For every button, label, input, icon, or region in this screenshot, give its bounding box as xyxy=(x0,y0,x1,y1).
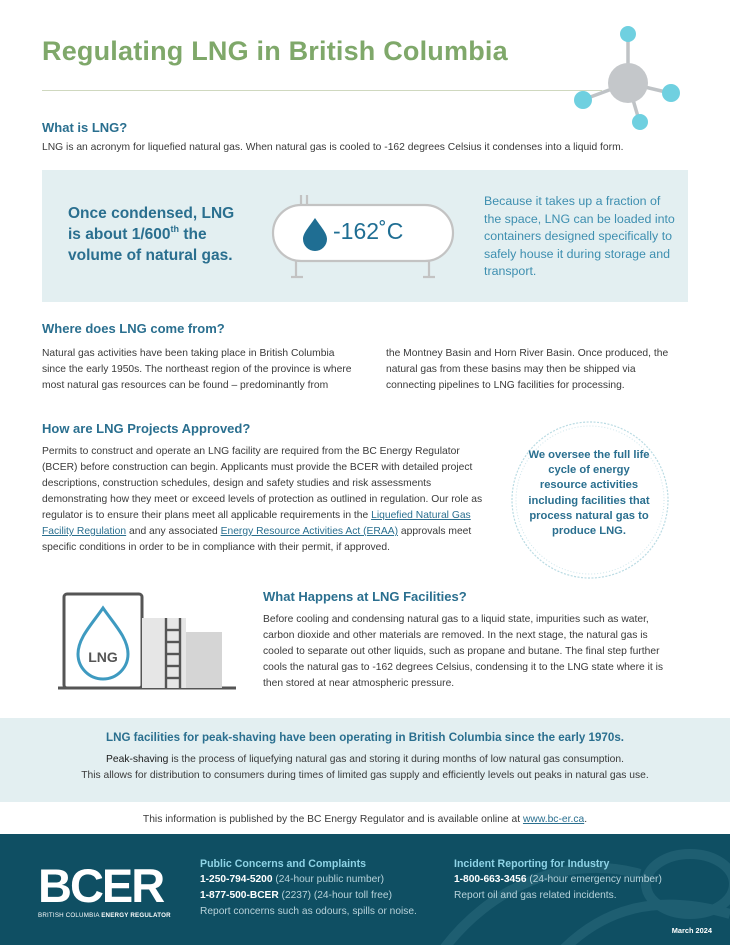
molecule-icon xyxy=(565,22,690,137)
lng-facility-icon xyxy=(48,580,238,696)
approved-text-part-b: and any associated xyxy=(126,526,221,537)
public-phone-1-note: (24-hour public number) xyxy=(272,874,385,885)
bcer-logo-subtitle xyxy=(38,912,171,919)
published-text: This information is published by the BC Energy Regulator and is available online at xyxy=(142,814,523,825)
where-from-col2: the Montney Basin and Horn River Basin. Once produced, the natural gas from these basins may then be shipped via connecting pipelines to LNG facilities for processing. xyxy=(386,348,669,391)
peak-shaving-heading: LNG facilities for peak-shaving have been operating in British Columbia since the early 1970s. xyxy=(105,731,624,744)
incident-line-1 xyxy=(454,872,694,888)
peak-shaving-line-2: This allows for distribution to consumers during times of limited gas supply and efficiently levels out peaks in natural gas use. xyxy=(81,770,649,781)
volume-line-2-pre: is about xyxy=(68,226,132,243)
public-phone-2[interactable]: 1-877-500-BCER xyxy=(200,890,279,901)
volume-statement xyxy=(68,203,253,266)
volume-line-2 xyxy=(68,224,253,245)
footer xyxy=(0,834,730,945)
fraction-statement: Because it takes up a fraction of the space, LNG can be loaded into containers designed specifically to safely house it during storage and transport. xyxy=(484,194,675,279)
incident-reporting-block xyxy=(454,858,694,904)
oversight-badge-text: We oversee the full life cycle of energy resource activities including facilities that process natural gas to produce LNG. xyxy=(528,449,650,538)
incident-note: Report oil and gas related incidents. xyxy=(454,890,617,901)
what-is-lng-heading: What is LNG? xyxy=(42,120,128,135)
public-concerns-line-2 xyxy=(200,888,450,904)
incident-phone-note: (24-hour emergency number) xyxy=(526,874,662,885)
lng-icon-label: LNG xyxy=(88,649,118,665)
public-phone-1[interactable]: 1-250-794-5200 xyxy=(200,874,273,885)
volume-fraction: 1/600 xyxy=(131,226,171,243)
public-concerns-block xyxy=(200,858,450,920)
peak-shaving-line-1-rest: is the process of liquefying natural gas and storing it during months of low natural gas consumption. xyxy=(168,754,624,765)
public-concerns-line-1 xyxy=(200,872,450,888)
approved-text-part-c: approvals meet specific conditions in order to be in compliance with their permit, if approved. xyxy=(42,526,472,553)
what-is-lng-text: LNG is an acronym for liquefied natural gas. When natural gas is cooled to -162 degrees Celsius it condenses into a liquid form. xyxy=(42,142,624,153)
peak-shaving-text xyxy=(0,752,730,784)
publication-date: March 2024 xyxy=(671,926,712,935)
public-concerns-note: Report concerns such as odours, spills or noise. xyxy=(200,906,417,917)
approved-heading: How are LNG Projects Approved? xyxy=(42,421,251,436)
volume-line-1: Once condensed, LNG xyxy=(68,205,235,222)
peak-shaving-term: Peak-shaving xyxy=(106,754,169,765)
approved-text xyxy=(42,444,492,556)
approved-text-part-a: Permits to construct and operate an LNG facility are required from the BC Energy Regulator (BCER) before construction can begin. Applicants must provide the BCER with detailed project descriptions, construction schedules, design and safety studies and risk assessments demonstrating how they meet or exceed levels of protection as outlined in regulation. Our role as regulator is to ensure their plans meet all applicable requirements in the xyxy=(42,446,483,521)
volume-fraction-sup: th xyxy=(170,224,180,234)
page-title: Regulating LNG in British Columbia xyxy=(42,36,508,66)
where-from-col1: Natural gas activities have been taking place in British Columbia since the early 1950s. The northeast region of the province is where most natural gas resources can be found – predominantly from xyxy=(42,348,352,391)
facilities-text: Before cooling and condensing natural gas to a liquid state, impurities such as water, carbon dioxide and other materials are removed. In the next stage, the natural gas is cooled to separate out other liquids, such as propane and butane. The final step further cools the natural gas to -162 degrees Celsius, condensing it to the LNG state where it is then stored at near atmospheric pressure. xyxy=(263,614,664,689)
incident-phone[interactable]: 1-800-663-3456 xyxy=(454,874,527,885)
bcer-logo-sub-a: BRITISH COLUMBIA xyxy=(38,912,102,919)
volume-line-2-post: the xyxy=(179,226,207,243)
temperature-value: -162˚C xyxy=(333,218,404,244)
bcer-website-link[interactable]: www.bc-er.ca xyxy=(522,814,585,825)
bcer-logo-sub-b: ENERGY REGULATOR xyxy=(101,912,171,919)
where-from-heading: Where does LNG come from? xyxy=(42,321,225,336)
eraa-link[interactable]: Energy Resource Activities Act (ERAA) xyxy=(220,526,398,537)
published-end: . xyxy=(584,814,588,825)
title-divider xyxy=(42,90,602,91)
incident-reporting-heading: Incident Reporting for Industry xyxy=(454,858,610,870)
public-concerns-heading: Public Concerns and Complaints xyxy=(200,858,366,870)
bcer-logo-text: BCER xyxy=(38,859,164,912)
public-phone-2-note: (2237) (24-hour toll free) xyxy=(278,890,392,901)
lng-facility-regulation-link[interactable]: Liquefied Natural Gas Facility Regulation xyxy=(42,510,471,537)
published-note xyxy=(0,814,730,825)
bcer-logo xyxy=(38,859,171,919)
peak-shaving-line-1 xyxy=(0,752,730,768)
volume-line-3: volume of natural gas. xyxy=(68,247,233,264)
facilities-heading: What Happens at LNG Facilities? xyxy=(263,589,467,604)
